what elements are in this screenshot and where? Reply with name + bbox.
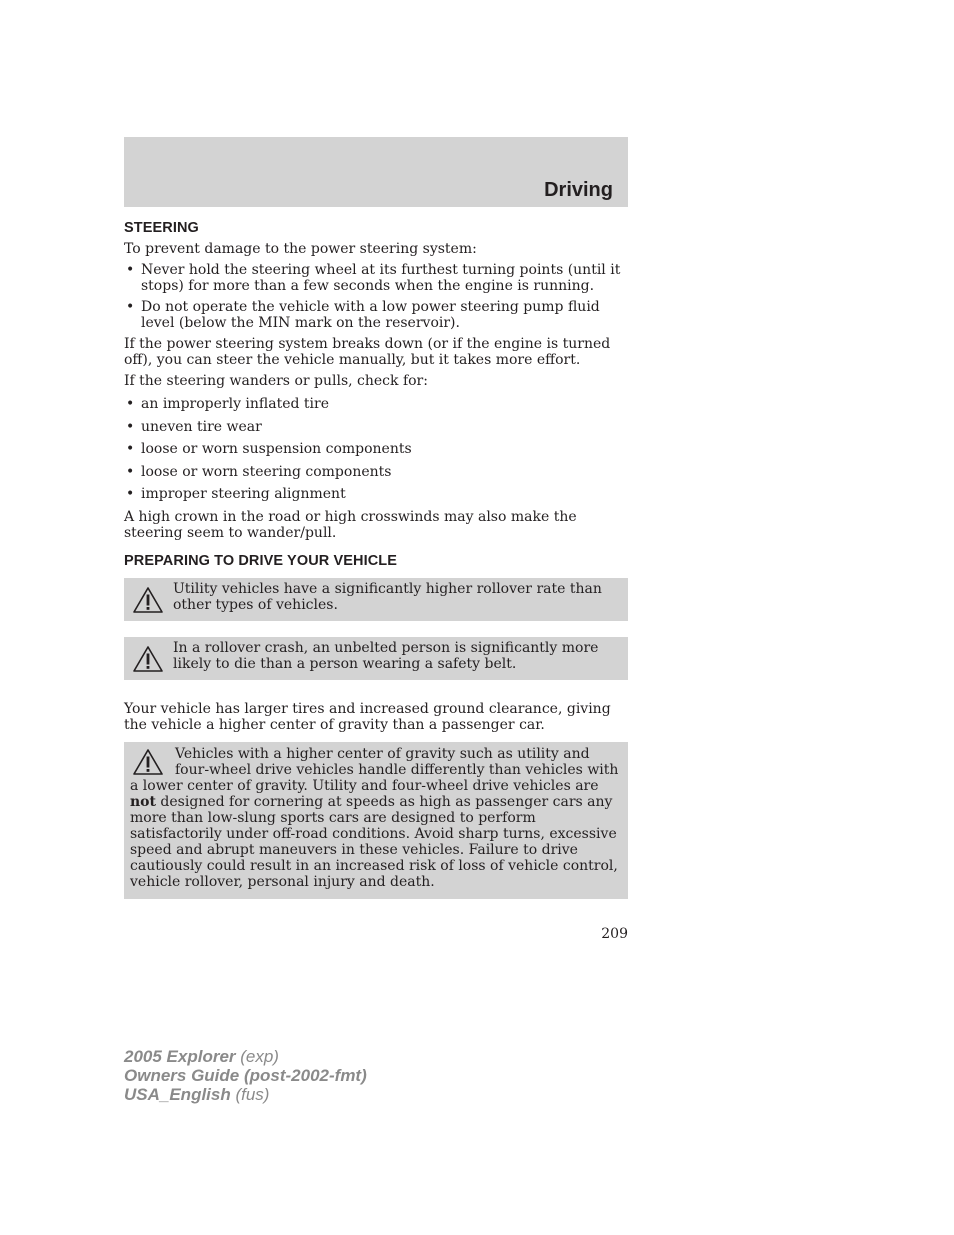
- steering-intro: To prevent damage to the power steering system:: [124, 241, 477, 257]
- warning-text: Vehicles with a higher center of gravity such as utility and four-wheel drive vehicles handle differently than vehicles with a lower center of gravity. Utility and four-wheel drive vehicles are: [130, 745, 619, 794]
- footer-model-code: (exp): [235, 1047, 279, 1066]
- warning-triangle-icon: [132, 645, 164, 673]
- document-footer: [124, 1047, 367, 1104]
- warning-text: Utility vehicles have a significantly higher rollover rate than other types of vehicles.: [173, 580, 602, 613]
- steering-bullet-list: [124, 262, 628, 331]
- list-item: • loose or worn suspension components: [124, 441, 628, 457]
- page-content: [124, 220, 628, 915]
- footer-language-code: (fus): [230, 1085, 270, 1104]
- warning-box: [124, 578, 628, 621]
- warning-box: [124, 637, 628, 680]
- footer-guide: Owners Guide (post-2002-fmt): [124, 1066, 367, 1085]
- section-header: [124, 137, 628, 207]
- list-item: • loose or worn steering components: [124, 464, 628, 480]
- warning-triangle-icon: [132, 586, 164, 614]
- list-item: • improper steering alignment: [124, 486, 628, 502]
- steering-paragraph: A high crown in the road or high crosswinds may also make the steering seem to wander/pull.: [124, 508, 577, 541]
- steering-paragraph: If the power steering system breaks down (or if the engine is turned off), you can steer the vehicle manually, but it takes more effort.: [124, 336, 611, 368]
- warning-emphasis: not: [130, 793, 156, 810]
- list-item: • Never hold the steering wheel at its furthest turning points (until it stops) for more than a few seconds when the engine is running.: [124, 262, 628, 294]
- preparing-paragraph: Your vehicle has larger tires and increased ground clearance, giving the vehicle a higher center of gravity than a passenger car.: [124, 700, 611, 733]
- warning-triangle-icon: [132, 748, 164, 776]
- list-item: • Do not operate the vehicle with a low power steering pump fluid level (below the MIN mark on the reservoir).: [124, 299, 628, 331]
- page-number: 209: [601, 926, 628, 942]
- steering-heading: STEERING: [124, 220, 199, 236]
- preparing-heading: PREPARING TO DRIVE YOUR VEHICLE: [124, 552, 398, 569]
- warning-text: In a rollover crash, an unbelted person is significantly more likely to die than a person wearing a safety belt.: [173, 639, 599, 672]
- footer-language: USA_English: [124, 1085, 231, 1104]
- list-item: • an improperly inflated tire: [124, 396, 628, 412]
- list-item: • uneven tire wear: [124, 419, 628, 435]
- steering-check-intro: If the steering wanders or pulls, check for:: [124, 373, 428, 389]
- footer-model: 2005 Explorer: [124, 1047, 236, 1066]
- warning-box: [124, 742, 628, 899]
- steering-check-list: [124, 396, 628, 502]
- warning-text: designed for cornering at speeds as high as passenger cars any more than low-slung sports cars are designed to perform satisfactorily under off-road conditions. Avoid sharp turns, excessive speed and abrupt maneuvers in these vehicles. Failure to drive cautiously could result in an increased risk of loss of vehicle control, vehicle rollover, personal injury and death.: [130, 793, 618, 890]
- section-title: Driving: [544, 179, 613, 201]
